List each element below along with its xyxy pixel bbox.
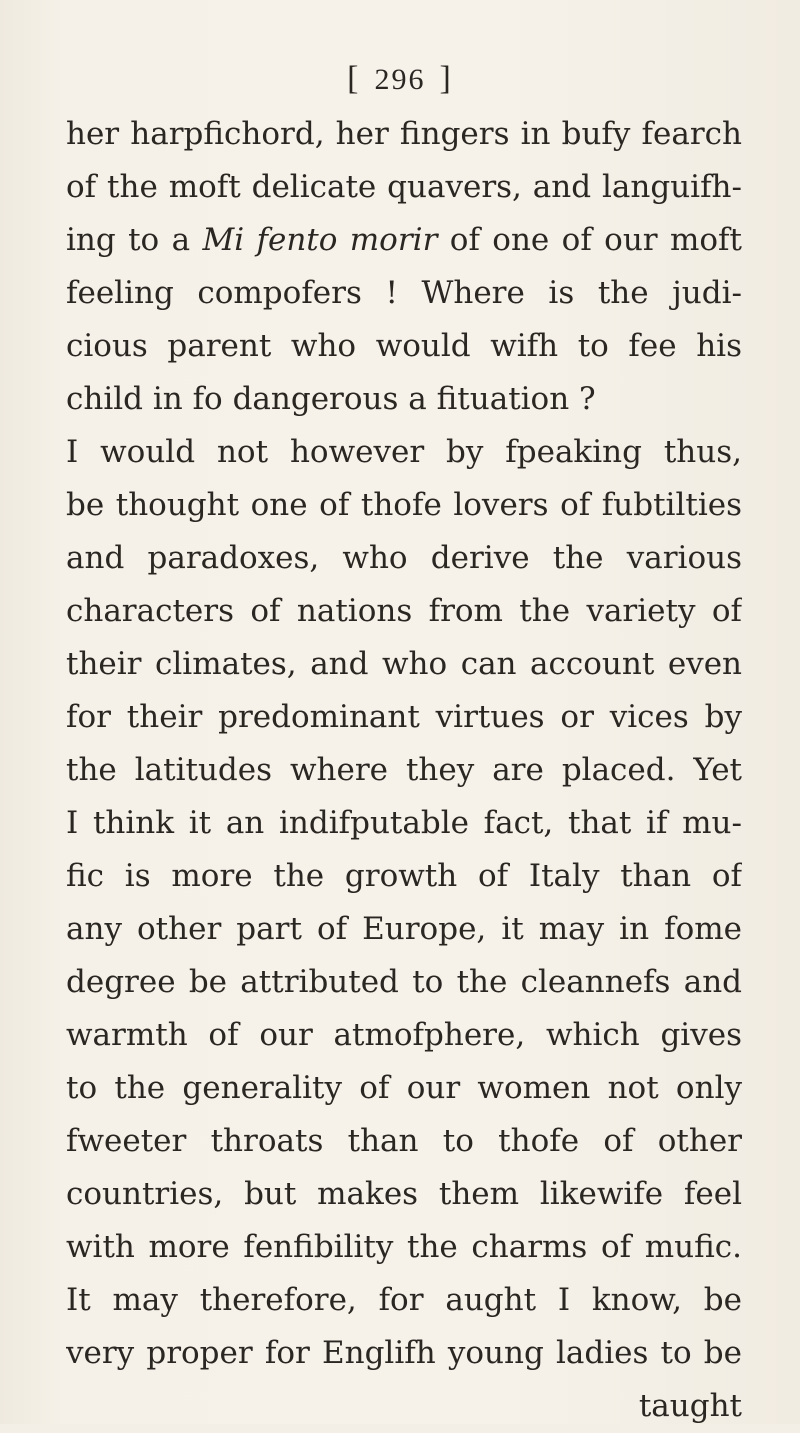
text-line: fweeter throats than to thofe of other	[66, 1123, 742, 1159]
text-line: for their predominant virtues or vices by	[66, 699, 742, 735]
text-line: I think it an indifputable fact, that if mu-	[66, 805, 742, 841]
text-line: child in fo dangerous a fituation ?	[66, 381, 596, 417]
bracket-close: ]	[439, 60, 453, 97]
text-line: to the generality of our women not only	[66, 1070, 742, 1106]
text-line: warmth of our atmofphere, which gives	[66, 1017, 742, 1053]
catchword: taught	[638, 1388, 742, 1424]
text-line: countries, but makes them likewife feel	[66, 1176, 742, 1212]
text-line: of the moft delicate quavers, and languifh-	[66, 169, 742, 205]
text-line: their climates, and who can account even	[66, 646, 742, 682]
text-line: ing to a Mi fento morir of one of our moft	[66, 222, 742, 258]
text-line: any other part of Europe, it may in fome	[66, 911, 742, 947]
text-line: characters of nations from the variety of	[66, 593, 742, 629]
text-line: her harpfichord, her fingers in bufy fearch	[66, 116, 742, 152]
italic-title: Mi fento morir	[202, 222, 438, 258]
text-line: very proper for Englifh young ladies to be	[66, 1335, 742, 1371]
text-line: with more fenfibility the charms of mufic.	[66, 1229, 742, 1265]
text-line: It may therefore, for aught I know, be	[66, 1282, 742, 1318]
text-line: I would not however by fpeaking thus,	[66, 434, 742, 470]
text-line: cious parent who would wifh to fee his	[66, 328, 742, 364]
page-number: 296	[374, 63, 426, 96]
page-header	[0, 60, 800, 98]
text-line: feeling compofers ! Where is the judi-	[66, 275, 742, 311]
text-line: and paradoxes, who derive the various	[66, 540, 742, 576]
text-line: be thought one of thofe lovers of fubtilties	[66, 487, 742, 523]
text-line: fic is more the growth of Italy than of	[66, 858, 742, 894]
text-line: the latitudes where they are placed. Yet	[66, 752, 742, 788]
bracket-open: [	[347, 60, 361, 97]
body-text	[66, 108, 742, 1433]
text-line: degree be attributed to the cleannefs and	[66, 964, 742, 1000]
